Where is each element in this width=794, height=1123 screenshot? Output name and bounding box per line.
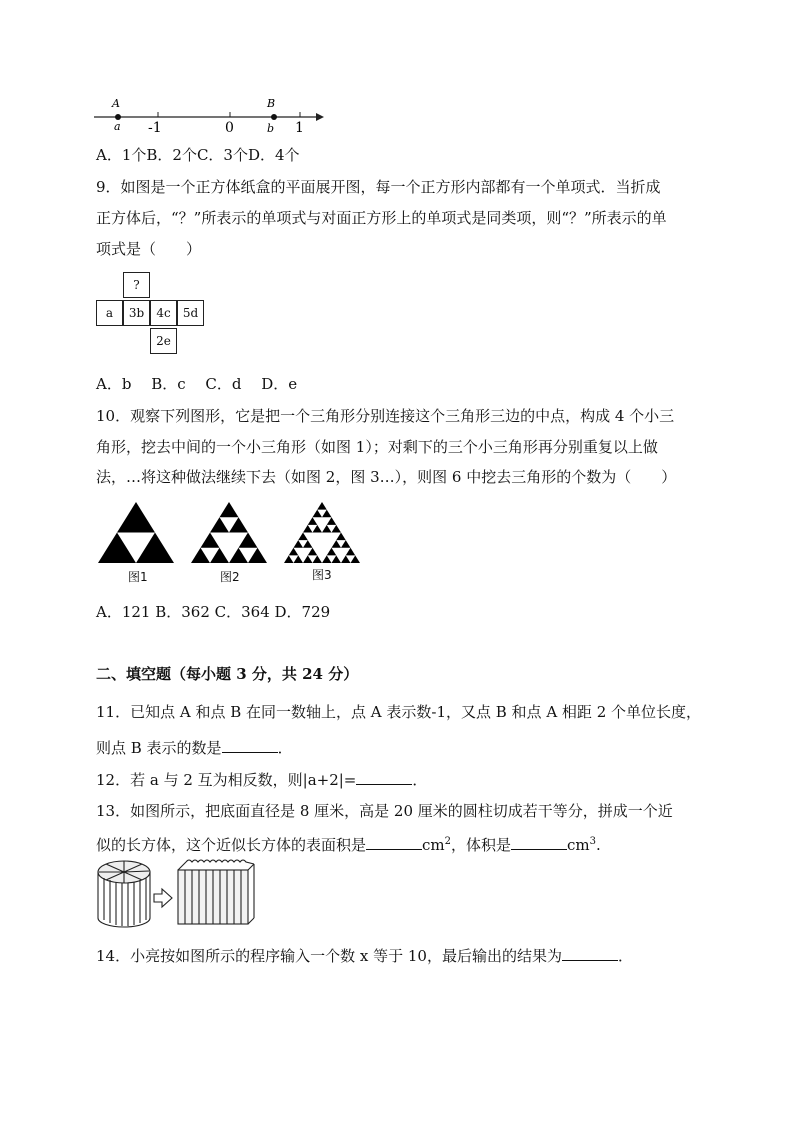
point-b-label: B	[267, 97, 276, 110]
tick-label-neg1: -1	[148, 120, 162, 136]
q10-line2: 角形，挖去中间的一个小三角形（如图 1）；对剩下的三个小三角形再分别重复以上做	[96, 438, 658, 456]
q14-text: 14．小亮按如图所示的程序输入一个数 x 等于 10，最后输出的结果为	[96, 947, 562, 965]
net-cell-3b: 3b	[123, 300, 150, 326]
tick-label-1: 1	[295, 120, 304, 136]
q11-line1: 11．已知点 A 和点 B 在同一数轴上，点 A 表示数-1，又点 B 和点 A 相距 2 个单位长度，	[96, 703, 702, 721]
q14-answer-blank[interactable]	[562, 946, 618, 961]
point-a-label: A	[112, 97, 120, 110]
q8-options: A．1个B．2个C．3个D．4个	[96, 146, 300, 164]
cylinder-cuboid-figure	[96, 858, 256, 928]
q11-period: ．	[277, 739, 293, 757]
net-cell-2e: 2e	[150, 328, 177, 354]
q13-unit-volume-exp: 3	[589, 836, 597, 847]
q12-period: ．	[412, 771, 428, 789]
var-a-label: a	[114, 120, 121, 133]
caption-figure-2: 图2	[220, 570, 240, 584]
q14-period: ．	[617, 947, 633, 965]
tick-label-0: 0	[225, 120, 234, 136]
q13-mid-text: ，体积是	[451, 836, 512, 854]
q12-line	[96, 770, 427, 790]
q9-options: A．b B．c C．d D．e	[96, 375, 298, 393]
triangle-figure-3	[282, 500, 362, 564]
q13-period: .	[596, 836, 601, 854]
net-cell-4c: 4c	[150, 300, 177, 326]
caption-figure-3: 图3	[312, 568, 332, 582]
net-cell-question: ?	[123, 272, 150, 298]
q13-unit-area: cm	[422, 836, 445, 854]
number-line-figure	[90, 96, 330, 136]
caption-figure-1: 图1	[128, 570, 148, 584]
q11-line2	[96, 738, 293, 758]
var-b-label: b	[267, 122, 275, 135]
q11-answer-blank[interactable]	[222, 738, 278, 753]
triangle-figure-2	[189, 500, 269, 564]
q13-unit-volume: cm	[567, 836, 590, 854]
q10-line1: 10．观察下列图形，它是把一个三角形分别连接这个三角形三边的中点，构成 4 个小三	[96, 407, 675, 425]
q10-options: A．121 B．362 C．364 D．729	[96, 603, 331, 621]
q11-text: 则点 B 表示的数是	[96, 739, 222, 757]
net-cell-5d: 5d	[177, 300, 204, 326]
q9-line2: 正方体后，“？”所表示的单项式与对面正方形上的单项式是同类项，则“？”所表示的单	[96, 209, 667, 227]
q10-line3: 法，…将这种做法继续下去（如图 2，图 3…），则图 6 中挖去三角形的个数为（ ）	[96, 468, 677, 486]
q13-text: 似的长方体，这个近似长方体的表面积是	[96, 836, 367, 854]
q9-line3: 项式是（ ）	[96, 240, 202, 258]
q12-text: 12．若 a 与 2 互为相反数，则|a+2|=	[96, 771, 357, 789]
section-heading: 二、填空题（每小题 3 分，共 24 分）	[96, 665, 359, 683]
triangle-figure-1	[96, 500, 176, 564]
net-cell-a: a	[96, 300, 123, 326]
q13-line2	[96, 832, 601, 855]
cube-net-figure	[96, 272, 206, 354]
q13-area-blank[interactable]	[366, 835, 422, 850]
q12-answer-blank[interactable]	[356, 770, 412, 785]
q13-unit-area-exp: 2	[444, 836, 452, 847]
q13-line1: 13．如图所示，把底面直径是 8 厘米，高是 20 厘米的圆柱切成若干等分，拼成一个近	[96, 802, 673, 820]
q13-volume-blank[interactable]	[511, 835, 567, 850]
q14-line	[96, 946, 633, 966]
q9-line1: 9．如图是一个正方体纸盒的平面展开图，每一个正方形内部都有一个单项式．当折成	[96, 178, 661, 196]
